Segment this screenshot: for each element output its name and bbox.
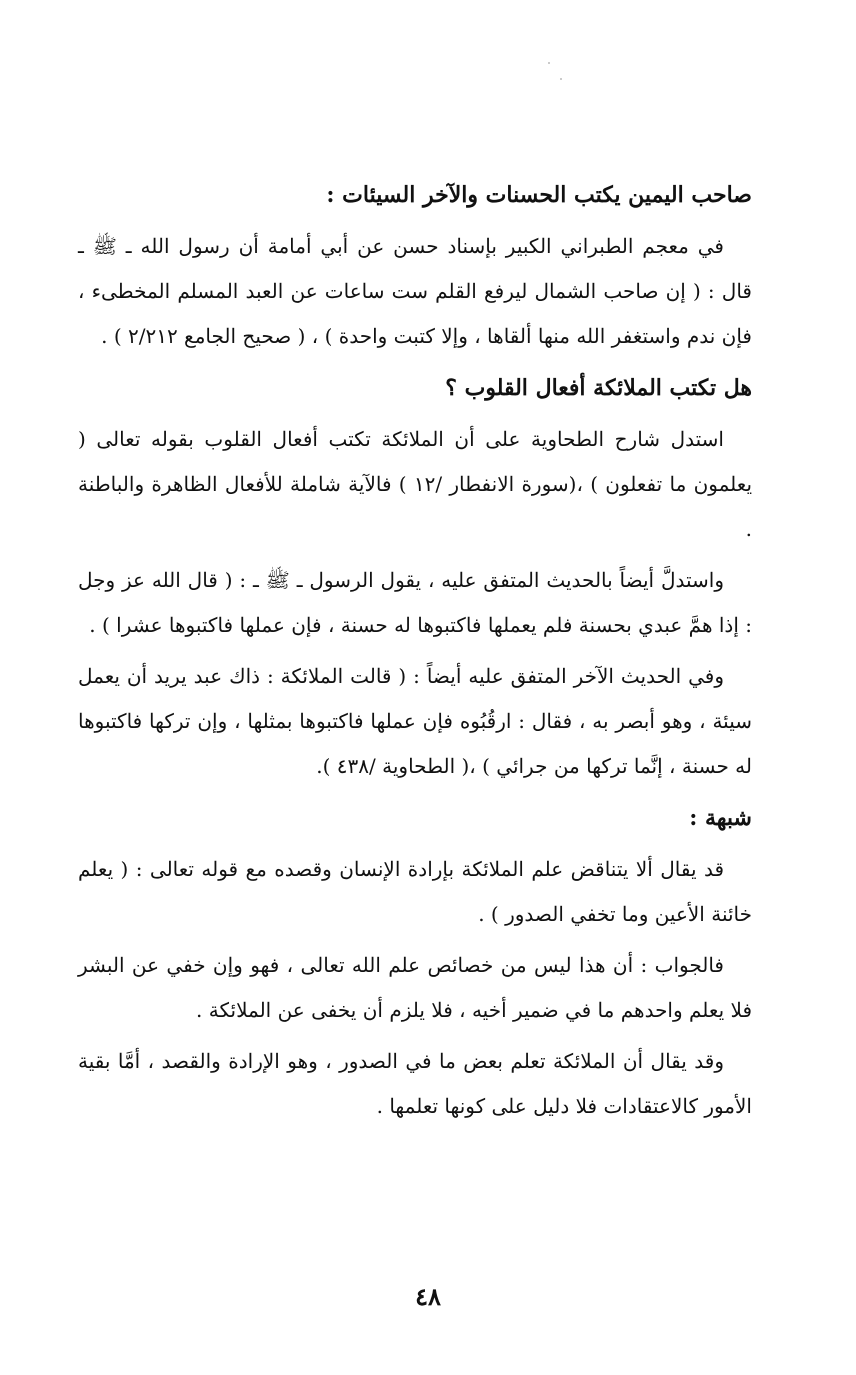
paragraph: قد يقال ألا يتناقض علم الملائكة بإرادة الإنسان وقصده مع قوله تعالى : ( يعلم خائنة الأعين وما تخفي الصدور ) . [78, 857, 752, 926]
scan-speck [548, 62, 550, 64]
scan-speck [560, 78, 562, 80]
paragraph: وفي الحديث الآخر المتفق عليه أيضاً : ( قالت الملائكة : ذاك عبد يريد أن يعمل سيئة ، وهو أبصر به ، فقال : ارقُبُوه فإن عملها فاكتبوها بمثلها ، وإن تركها فاكتبوها له حسنة ، إنَّما تركها من جرائي ) ،( الطحاوية /٤٣٨ ). [78, 664, 752, 778]
page-number: ٤٨ [415, 1282, 441, 1311]
section-heading: هل تكتب الملائكة أفعال القلوب ؟ [445, 375, 752, 401]
section-heading: شبهة : [689, 805, 752, 831]
paragraph: واستدلَّ أيضاً بالحديث المتفق عليه ، يقول الرسول ـ ﷺ ـ : ( قال الله عز وجل : إذا همَّ عبدي بحسنة فلم يعملها فاكتبوها له حسنة ، فإن عملها فاكتبوها عشرا ) . [78, 568, 752, 637]
paragraph: فالجواب : أن هذا ليس من خصائص علم الله تعالى ، فهو وإن خفي عن البشر فلا يعلم واحدهم ما في ضمير أخيه ، فلا يلزم أن يخفى عن الملائكة . [78, 953, 752, 1022]
paragraph: استدل شارح الطحاوية على أن الملائكة تكتب أفعال القلوب بقوله تعالى ( يعلمون ما تفعلون ) ،(سورة الانفطار /١٢ ) فالآية شاملة للأفعال الظاهرة والباطنة . [78, 427, 753, 541]
paragraph: في معجم الطبراني الكبير بإسناد حسن عن أبي أمامة أن رسول الله ـ ﷺ ـ قال : ( إن صاحب الشمال ليرفع القلم ست ساعات عن العبد المسلم المخطىء ، فإن ندم واستغفر الله منها ألقاها ، وإلا كتبت واحدة ) ، ( صحيح الجامع ٢/٢١٢ ) . [78, 234, 752, 348]
page-content [78, 172, 752, 1135]
paragraph: وقد يقال أن الملائكة تعلم بعض ما في الصدور ، وهو الإرادة والقصد ، أمَّا بقية الأمور كالاعتقادات فلا دليل على كونها تعلمها . [78, 1049, 752, 1118]
section-heading: صاحب اليمين يكتب الحسنات والآخر السيئات : [326, 182, 752, 208]
